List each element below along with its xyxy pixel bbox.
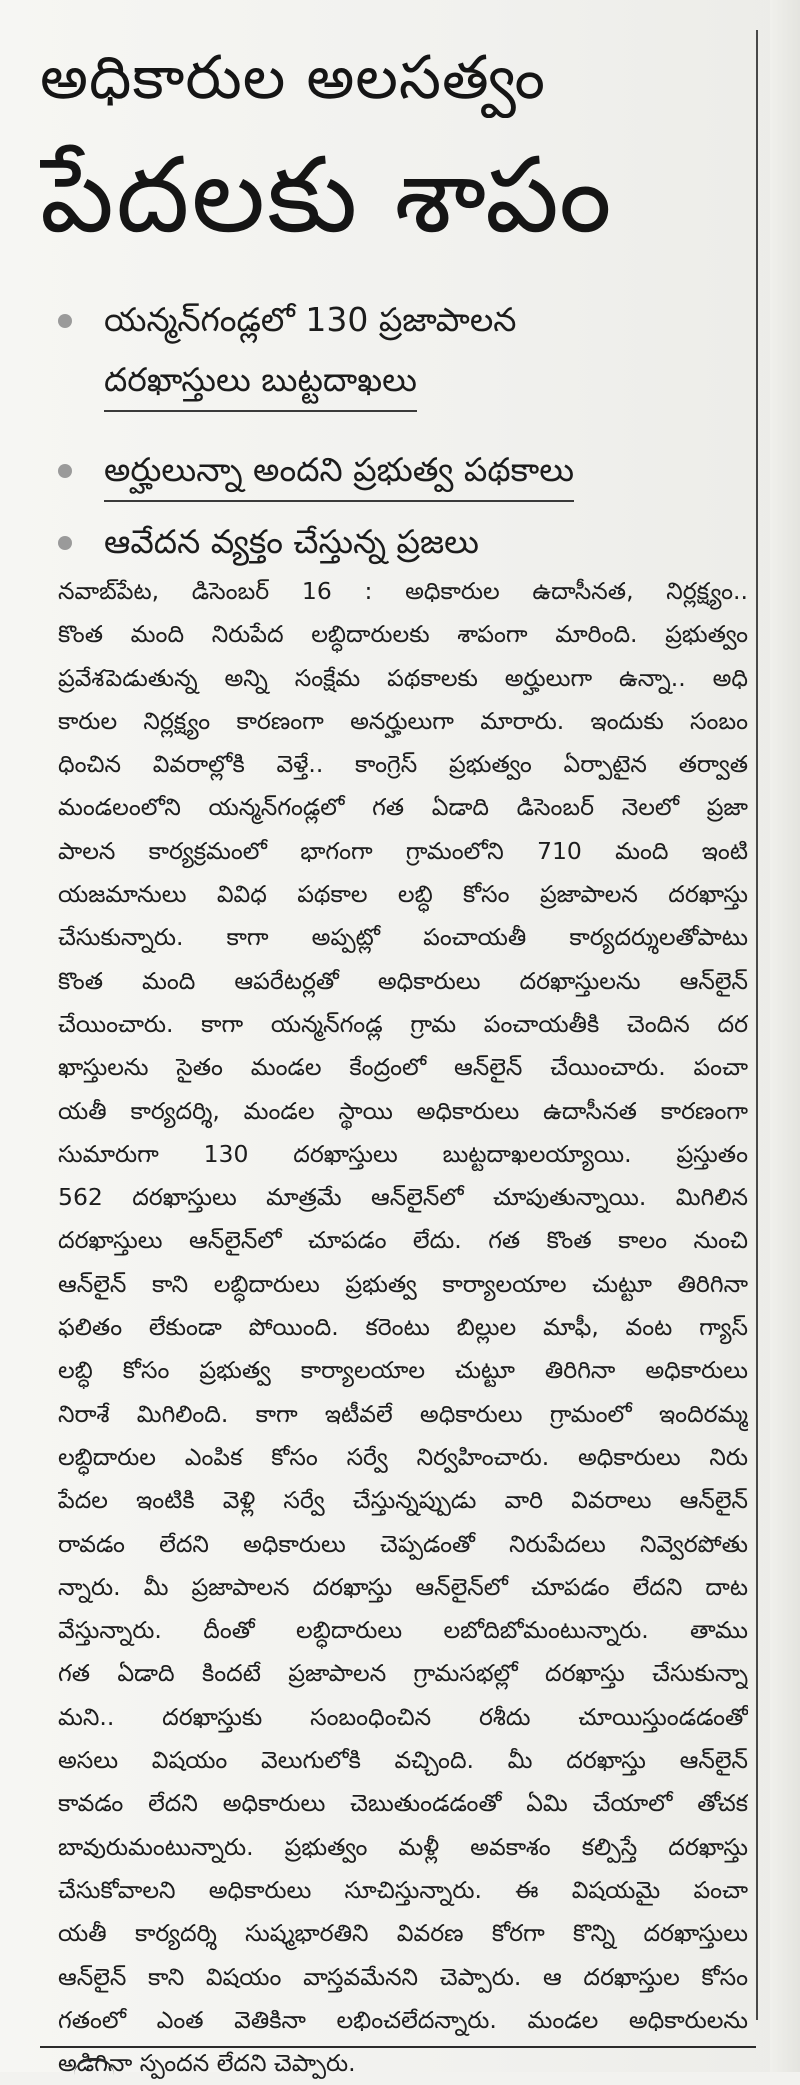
body-line: పాలన కార్యక్రమంలో భాగంగా గ్రామంలోని 710 మంది ఇంటి [58, 836, 748, 865]
body-line: ఆన్‌లైన్ కాని లబ్ధిదారులు ప్రభుత్వ కార్యాలయాల చుట్టూ తిరిగినా [58, 1269, 748, 1298]
highlight-point [52, 440, 752, 512]
body-line: ప్రవేశపెడుతున్న అన్ని సంక్షేమ పథకాలకు అర్హులుగా ఉన్నా.. అధి [58, 663, 748, 692]
body-line: న్నారు. మీ ప్రజాపాలన దరఖాస్తు ఆన్‌లైన్‌లో చూపడం లేదని దాట [58, 1572, 748, 1601]
body-line: యతీ కార్యదర్శి, మండల స్థాయి అధికారులు ఉదాసీనత కారణంగా [58, 1096, 748, 1125]
headline-kicker: అధికారుల అలసత్వం [40, 43, 546, 113]
body-line: కొంత మంది నిరుపేద లబ్ధిదారులకు శాపంగా మారింది. ప్రభుత్వం [58, 620, 748, 649]
body-line: కారుల నిర్లక్ష్యం కారణంగా అనర్హులుగా మారారు. ఇందుకు సంబం [58, 706, 748, 735]
highlight-line: ఆవేదన వ్యక్తం చేస్తున్న ప్రజలు [104, 522, 479, 561]
column-divider [756, 30, 758, 2020]
body-line: వేస్తున్నారు. దీంతో లబ్ధిదారులు లబోదిబోమంటున్నారు. తాము [58, 1616, 748, 1645]
body-line: కావడం లేదని అధికారులు చెబుతుండడంతో ఏమి చేయాలో తోచక [58, 1789, 748, 1818]
bullet-icon [58, 314, 72, 328]
body-line: నవాబ్‌పేట, డిసెంబర్ 16 : అధికారుల ఉదాసీనత, నిర్లక్ష్యం.. [58, 577, 748, 605]
highlight-point [52, 512, 752, 570]
bullet-icon [58, 464, 72, 478]
body-line: యజమానులు వివిధ పథకాల లబ్ధి కోసం ప్రజాపాలన దరఖాస్తు [58, 880, 748, 909]
adjacent-column-edge [770, 0, 800, 2072]
bullet-icon [58, 536, 72, 550]
bottom-divider [40, 2046, 756, 2048]
body-line: కొంత మంది ఆపరేటర్లతో అధికారులు దరఖాస్తులను ఆన్‌లైన్ [58, 966, 748, 995]
body-line: బావురుమంటున్నారు. ప్రభుత్వం మళ్లీ అవకాశం కల్పిస్తే దరఖాస్తు [58, 1832, 748, 1861]
body-line: మండలంలోని యన్మన్‌గండ్లలో గత ఏడాది డిసెంబర్ నెలలో ప్రజా [58, 793, 748, 822]
body-line: అసలు విషయం వెలుగులోకి వచ్చింది. మీ దరఖాస్తు ఆన్‌లైన్ [58, 1746, 748, 1775]
body-line: సుమారుగా 130 దరఖాస్తులు బుట్టదాఖలయ్యాయి. ప్రస్తుతం [58, 1139, 748, 1168]
body-line: ధించిన వివరాల్లోకి వెళ్తే.. కాంగ్రెస్ ప్రభుత్వం ఏర్పాటైన తర్వాత [58, 750, 748, 779]
body-line: లబ్ధి కోసం ప్రభుత్వ కార్యాలయాల చుట్టూ తిరిగినా అధికారులు [58, 1356, 748, 1385]
highlight-point [52, 290, 752, 440]
headline-main: పేదలకు శాపం [40, 134, 614, 256]
body-line: 562 దరఖాస్తులు మాత్రమే ఆన్‌లైన్‌లో చూపుతున్నాయి. మిగిలిన [58, 1183, 748, 1212]
highlight-line: అర్హులున్నా అందని ప్రభుత్వ పథకాలు [104, 440, 574, 502]
body-line: చేసుకున్నారు. కాగా అప్పట్లో పంచాయతీ కార్యదర్శులతోపాటు [58, 923, 748, 952]
body-line: ఖాస్తులను సైతం మండల కేంద్రంలో ఆన్‌లైన్ చేయించారు. పంచా [58, 1053, 748, 1082]
body-line: గతంలో ఎంత వెతికినా లభించలేదన్నారు. మండల అధికారులను [58, 2005, 748, 2034]
body-line: మని.. దరఖాస్తుకు సంబంధించిన రశీదు చూయిస్తుండడంతో [58, 1702, 748, 1731]
body-line: గత ఏడాది కిందటే ప్రజాపాలన గ్రామసభల్లో దరఖాస్తు చేసుకున్నా [58, 1659, 748, 1688]
body-line: ఫలితం లేకుండా పోయింది. కరెంటు బిల్లుల మాఫీ, వంట గ్యాస్ [58, 1313, 748, 1342]
article-body [58, 570, 748, 2085]
highlight-line: దరఖాస్తులు బుట్టదాఖలు [104, 350, 417, 412]
highlight-line: యన్మన్‌గండ్లలో 130 ప్రజాపాలన [104, 300, 517, 339]
body-line: పేదల ఇంటికి వెళ్లి సర్వే చేస్తున్నప్పుడు వారి వివరాలు ఆన్‌లైన్ [58, 1486, 748, 1515]
body-line: చేయించారు. కాగా యన్మన్‌గండ్ల గ్రామ పంచాయతీకి చెందిన దర [58, 1009, 748, 1038]
body-line: లబ్ధిదారుల ఎంపిక కోసం సర్వే నిర్వహించారు. అధికారులు నిరు [58, 1442, 748, 1471]
body-line: చేసుకోవాలని అధికారులు సూచిస్తున్నారు. ఈ విషయమై పంచా [58, 1875, 748, 1904]
body-line: రావడం లేదని అధికారులు చెప్పడంతో నిరుపేదలు నివ్వెరపోతు [58, 1529, 748, 1558]
body-line: నిరాశే మిగిలింది. కాగా ఇటీవలే అధికారులు గ్రామంలో ఇందిరమ్మ [58, 1399, 748, 1428]
highlight-points [52, 290, 752, 570]
body-line: యతీ కార్యదర్శి సుష్మభారతిని వివరణ కోరగా కొన్ని దరఖాస్తులు [58, 1919, 748, 1948]
body-line: దరఖాస్తులు ఆన్‌లైన్‌లో చూపడం లేదు. గత కొంత కాలం నుంచి [58, 1226, 748, 1255]
body-line: ఆన్‌లైన్ కాని విషయం వాస్తవమేనని చెప్పారు. ఆ దరఖాస్తుల కోసం [58, 1962, 748, 1991]
body-line: అడిగినా స్పందన లేదని చెప్పారు. [58, 2049, 356, 2078]
